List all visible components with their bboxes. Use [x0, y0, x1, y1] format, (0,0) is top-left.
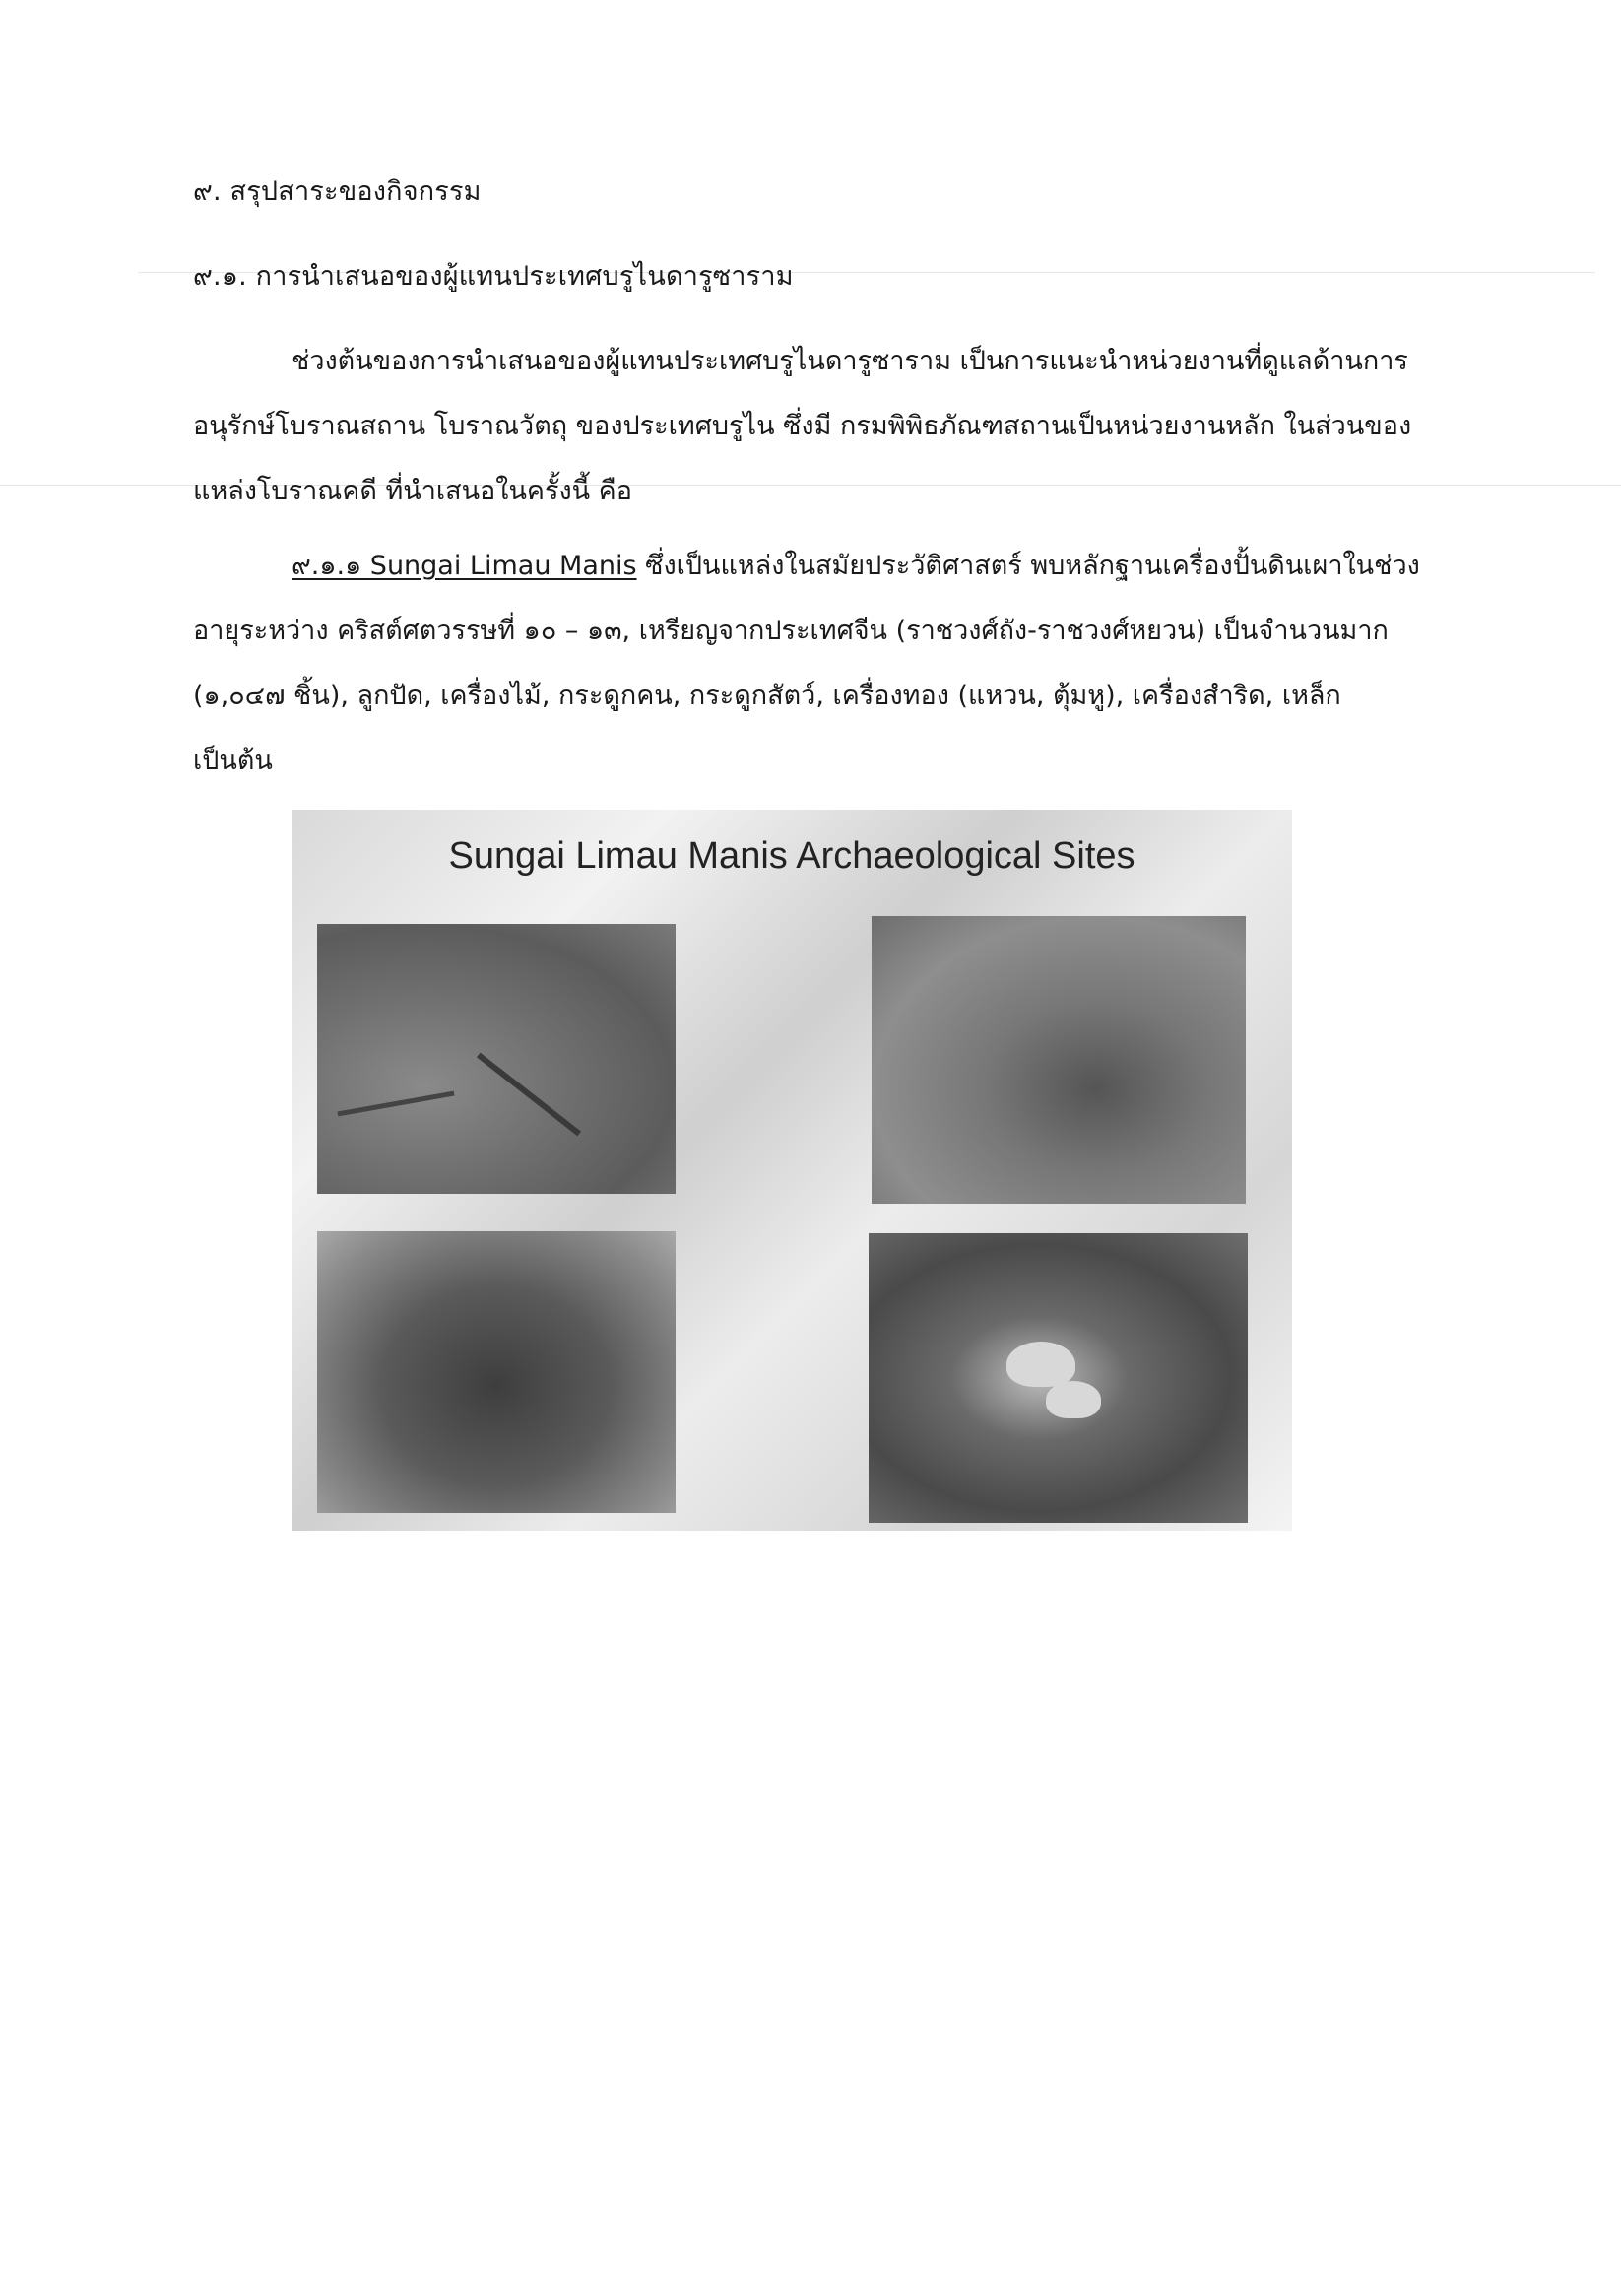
wooden-stick	[337, 1091, 454, 1117]
intro-paragraph	[193, 329, 1414, 524]
intro-line: ช่วงต้นของการนำเสนอของผู้แทนประเทศบรูไนดารูซาราม เป็นการแนะนำหน่วยงานที่ดูแลด้านการ	[292, 346, 1408, 376]
site-photo-2	[872, 916, 1246, 1204]
item-first-line	[193, 534, 1420, 599]
archaeological-sites-figure	[292, 810, 1292, 1531]
section-subheading: ๙.๑. การนำเสนอของผู้แทนประเทศบรูไนดารูซาราม	[193, 261, 794, 292]
item-line: อายุระหว่าง คริสต์ศตวรรษที่ ๑๐ – ๑๓, เหรียญจากประเทศจีน (ราชวงศ์ถัง-ราชวงศ์หยวน) เป็นจำนวนมาก	[193, 616, 1389, 646]
section-heading: ๙. สรุปสาระของกิจกรรม	[193, 176, 482, 207]
intro-line: อนุรักษ์โบราณสถาน โบราณวัตถุ ของประเทศบรูไน ซึ่งมี กรมพิพิธภัณฑสถานเป็นหน่วยงานหลัก ในส่วนของ	[193, 411, 1412, 441]
item-paragraph	[193, 534, 1420, 794]
site-photo-1	[317, 924, 676, 1194]
item-label: ๙.๑.๑ Sungai Limau Manis	[292, 551, 637, 581]
site-photo-3	[317, 1231, 676, 1513]
intro-line: แหล่งโบราณคดี ที่นำเสนอในครั้งนี้ คือ	[193, 476, 632, 506]
figure-title: Sungai Limau Manis Archaeological Sites	[448, 835, 1135, 877]
item-line: ซึ่งเป็นแหล่งในสมัยประวัติศาสตร์ พบหลักฐานเครื่องปั้นดินเผาในช่วง	[636, 551, 1420, 581]
wooden-stick	[477, 1053, 581, 1137]
item-line: (๑,๐๔๗ ชิ้น), ลูกปัด, เครื่องไม้, กระดูกคน, กระดูกสัตว์, เครื่องทอง (แหวน, ตุ้มหู), เครื่องสำริด, เหล็ก	[193, 681, 1341, 711]
item-line: เป็นต้น	[193, 746, 273, 776]
pottery-shard	[1006, 1342, 1075, 1387]
site-photo-4	[869, 1233, 1248, 1523]
pottery-shard	[1046, 1381, 1101, 1418]
